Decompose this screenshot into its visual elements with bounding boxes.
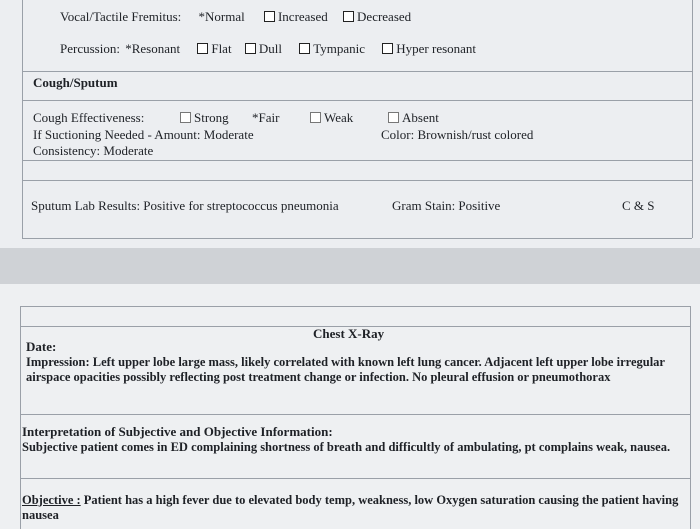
fremitus-label: Vocal/Tactile Fremitus: xyxy=(60,9,182,24)
subjective-text: Subjective patient comes in ED complaining shortness of breath and difficultly of ambulating, pt complains weak, nausea. xyxy=(22,440,671,454)
fremitus-increased-option[interactable]: Increased xyxy=(264,9,328,24)
percussion-tympanic-option[interactable]: Tympanic xyxy=(299,41,365,56)
percussion-row xyxy=(60,41,476,56)
cough-sputum-header: Cough/Sputum xyxy=(33,75,118,90)
checkbox-icon[interactable] xyxy=(245,43,256,54)
percussion-selected: *Resonant xyxy=(125,41,181,56)
table-line xyxy=(22,100,692,101)
interpretation-heading: Interpretation of Subjective and Objective Information: xyxy=(22,424,333,439)
table-line xyxy=(692,0,693,238)
sputum-lab-results: Sputum Lab Results: Positive for streptococcus pneumonia xyxy=(31,198,339,213)
cough-effectiveness-label: Cough Effectiveness: xyxy=(33,110,145,125)
cough-fair-selected: *Fair xyxy=(252,110,280,125)
sputum-consistency: Consistency: Moderate xyxy=(33,143,154,158)
cough-strong-option[interactable]: Strong xyxy=(180,110,229,125)
cough-weak-option[interactable]: Weak xyxy=(310,110,353,125)
percussion-hyper-resonant-option[interactable]: Hyper resonant xyxy=(382,41,476,56)
objective-text: Patient has a high fever due to elevated body temp, weakness, low Oxygen saturation causing the patient having nausea xyxy=(22,493,679,522)
table-line xyxy=(20,306,21,529)
xray-date-label: Date: xyxy=(26,339,57,354)
suctioning-amount: If Suctioning Needed - Amount: Moderate xyxy=(33,127,254,142)
table-line xyxy=(22,238,692,239)
table-line xyxy=(20,478,690,479)
table-line xyxy=(22,0,23,238)
checkbox-icon[interactable] xyxy=(264,11,275,22)
assessment-sheet xyxy=(0,0,700,248)
xray-impression: Impression: Left upper lobe large mass, likely correlated with known left lung cancer. Adjacent left upper lobe irregular airspace opacities possibly reflecting post treatment change or infection. No pleural effusion or pneumothorax xyxy=(26,355,665,384)
checkbox-icon[interactable] xyxy=(310,112,321,123)
chest-xray-title: Chest X-Ray xyxy=(313,326,385,341)
fremitus-selected: *Normal xyxy=(198,9,245,24)
objective-block xyxy=(22,493,688,523)
objective-label: Objective : xyxy=(22,493,81,507)
table-line xyxy=(20,306,690,307)
percussion-flat-option[interactable]: Flat xyxy=(197,41,231,56)
fremitus-decreased-option[interactable]: Decreased xyxy=(343,9,411,24)
fremitus-row xyxy=(60,9,411,24)
cough-absent-option[interactable]: Absent xyxy=(388,110,439,125)
checkbox-icon[interactable] xyxy=(388,112,399,123)
culture-sensitivity: C & S xyxy=(622,198,655,213)
table-line xyxy=(22,160,692,161)
checkbox-icon[interactable] xyxy=(382,43,393,54)
percussion-dull-option[interactable]: Dull xyxy=(245,41,282,56)
checkbox-icon[interactable] xyxy=(180,112,191,123)
checkbox-icon[interactable] xyxy=(299,43,310,54)
table-line xyxy=(22,180,692,181)
sputum-color: Color: Brownish/rust colored xyxy=(381,127,534,142)
checkbox-icon[interactable] xyxy=(343,11,354,22)
checkbox-icon[interactable] xyxy=(197,43,208,54)
percussion-label: Percussion: xyxy=(60,41,120,56)
table-line xyxy=(20,414,690,415)
table-line xyxy=(22,71,692,72)
xray-interpretation-sheet xyxy=(0,284,700,529)
table-line xyxy=(690,306,691,529)
gram-stain: Gram Stain: Positive xyxy=(392,198,501,213)
